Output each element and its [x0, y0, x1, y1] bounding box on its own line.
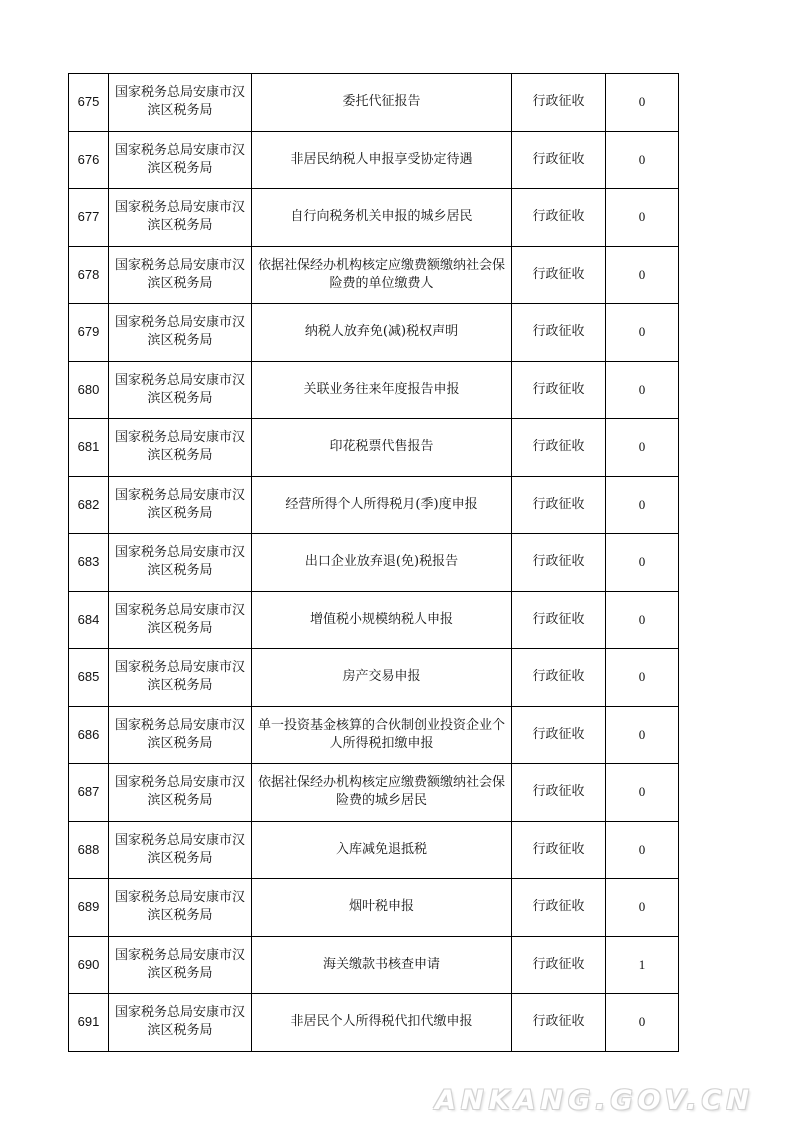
table-row — [69, 534, 679, 592]
count-cell: 0 — [606, 994, 679, 1052]
count-cell: 0 — [606, 246, 679, 304]
item-name-cell: 经营所得个人所得税月(季)度申报 — [252, 476, 512, 534]
row-number-cell: 683 — [69, 534, 109, 592]
item-name-cell: 单一投资基金核算的合伙制创业投资企业个人所得税扣缴申报 — [252, 706, 512, 764]
department-cell: 国家税务总局安康市汉滨区税务局 — [109, 534, 252, 592]
item-name-cell: 关联业务往来年度报告申报 — [252, 361, 512, 419]
category-cell: 行政征收 — [512, 189, 606, 247]
item-name-cell: 非居民纳税人申报享受协定待遇 — [252, 131, 512, 189]
department-cell: 国家税务总局安康市汉滨区税务局 — [109, 591, 252, 649]
count-cell: 0 — [606, 879, 679, 937]
row-number-cell: 680 — [69, 361, 109, 419]
row-number-cell: 689 — [69, 879, 109, 937]
table-row — [69, 591, 679, 649]
item-name-cell: 印花税票代售报告 — [252, 419, 512, 477]
count-cell: 0 — [606, 649, 679, 707]
count-cell: 0 — [606, 189, 679, 247]
table-row — [69, 476, 679, 534]
department-cell: 国家税务总局安康市汉滨区税务局 — [109, 879, 252, 937]
category-cell: 行政征收 — [512, 764, 606, 822]
category-cell: 行政征收 — [512, 304, 606, 362]
row-number-cell: 687 — [69, 764, 109, 822]
item-name-cell: 房产交易申报 — [252, 649, 512, 707]
table-row — [69, 821, 679, 879]
table-row — [69, 189, 679, 247]
row-number-cell: 686 — [69, 706, 109, 764]
count-cell: 0 — [606, 304, 679, 362]
item-name-cell: 依据社保经办机构核定应缴费额缴纳社会保险费的单位缴费人 — [252, 246, 512, 304]
department-cell: 国家税务总局安康市汉滨区税务局 — [109, 304, 252, 362]
category-cell: 行政征收 — [512, 994, 606, 1052]
row-number-cell: 685 — [69, 649, 109, 707]
category-cell: 行政征收 — [512, 131, 606, 189]
row-number-cell: 690 — [69, 936, 109, 994]
item-name-cell: 海关缴款书核查申请 — [252, 936, 512, 994]
department-cell: 国家税务总局安康市汉滨区税务局 — [109, 131, 252, 189]
category-cell: 行政征收 — [512, 476, 606, 534]
table-row — [69, 879, 679, 937]
category-cell: 行政征收 — [512, 649, 606, 707]
item-name-cell: 纳税人放弃免(减)税权声明 — [252, 304, 512, 362]
category-cell: 行政征收 — [512, 936, 606, 994]
department-cell: 国家税务总局安康市汉滨区税务局 — [109, 649, 252, 707]
count-cell: 0 — [606, 131, 679, 189]
table-body — [69, 74, 679, 1052]
category-cell: 行政征收 — [512, 821, 606, 879]
row-number-cell: 688 — [69, 821, 109, 879]
category-cell: 行政征收 — [512, 361, 606, 419]
count-cell: 0 — [606, 419, 679, 477]
department-cell: 国家税务总局安康市汉滨区税务局 — [109, 821, 252, 879]
department-cell: 国家税务总局安康市汉滨区税务局 — [109, 361, 252, 419]
item-name-cell: 委托代征报告 — [252, 74, 512, 132]
item-name-cell: 出口企业放弃退(免)税报告 — [252, 534, 512, 592]
row-number-cell: 678 — [69, 246, 109, 304]
data-table — [68, 73, 679, 1052]
table-row — [69, 764, 679, 822]
row-number-cell: 682 — [69, 476, 109, 534]
count-cell: 0 — [606, 74, 679, 132]
site-watermark: ANKANG.GOV.CN — [435, 1085, 754, 1116]
category-cell: 行政征收 — [512, 706, 606, 764]
category-cell: 行政征收 — [512, 879, 606, 937]
item-name-cell: 烟叶税申报 — [252, 879, 512, 937]
category-cell: 行政征收 — [512, 74, 606, 132]
item-name-cell: 入库减免退抵税 — [252, 821, 512, 879]
item-name-cell: 增值税小规模纳税人申报 — [252, 591, 512, 649]
department-cell: 国家税务总局安康市汉滨区税务局 — [109, 706, 252, 764]
row-number-cell: 677 — [69, 189, 109, 247]
category-cell: 行政征收 — [512, 419, 606, 477]
table-row — [69, 361, 679, 419]
item-name-cell: 自行向税务机关申报的城乡居民 — [252, 189, 512, 247]
table-row — [69, 649, 679, 707]
row-number-cell: 675 — [69, 74, 109, 132]
count-cell: 0 — [606, 476, 679, 534]
department-cell: 国家税务总局安康市汉滨区税务局 — [109, 994, 252, 1052]
row-number-cell: 691 — [69, 994, 109, 1052]
row-number-cell: 676 — [69, 131, 109, 189]
row-number-cell: 681 — [69, 419, 109, 477]
count-cell: 0 — [606, 361, 679, 419]
department-cell: 国家税务总局安康市汉滨区税务局 — [109, 74, 252, 132]
category-cell: 行政征收 — [512, 591, 606, 649]
count-cell: 0 — [606, 764, 679, 822]
count-cell: 0 — [606, 821, 679, 879]
count-cell: 0 — [606, 591, 679, 649]
department-cell: 国家税务总局安康市汉滨区税务局 — [109, 246, 252, 304]
category-cell: 行政征收 — [512, 246, 606, 304]
department-cell: 国家税务总局安康市汉滨区税务局 — [109, 189, 252, 247]
table-row — [69, 706, 679, 764]
count-cell: 0 — [606, 706, 679, 764]
count-cell: 0 — [606, 534, 679, 592]
table-row — [69, 936, 679, 994]
count-cell: 1 — [606, 936, 679, 994]
row-number-cell: 679 — [69, 304, 109, 362]
category-cell: 行政征收 — [512, 534, 606, 592]
item-name-cell: 非居民个人所得税代扣代缴申报 — [252, 994, 512, 1052]
data-table-container — [68, 73, 679, 1052]
table-row — [69, 304, 679, 362]
item-name-cell: 依据社保经办机构核定应缴费额缴纳社会保险费的城乡居民 — [252, 764, 512, 822]
department-cell: 国家税务总局安康市汉滨区税务局 — [109, 419, 252, 477]
department-cell: 国家税务总局安康市汉滨区税务局 — [109, 476, 252, 534]
table-row — [69, 131, 679, 189]
department-cell: 国家税务总局安康市汉滨区税务局 — [109, 936, 252, 994]
table-row — [69, 994, 679, 1052]
row-number-cell: 684 — [69, 591, 109, 649]
table-row — [69, 246, 679, 304]
department-cell: 国家税务总局安康市汉滨区税务局 — [109, 764, 252, 822]
table-row — [69, 419, 679, 477]
table-row — [69, 74, 679, 132]
